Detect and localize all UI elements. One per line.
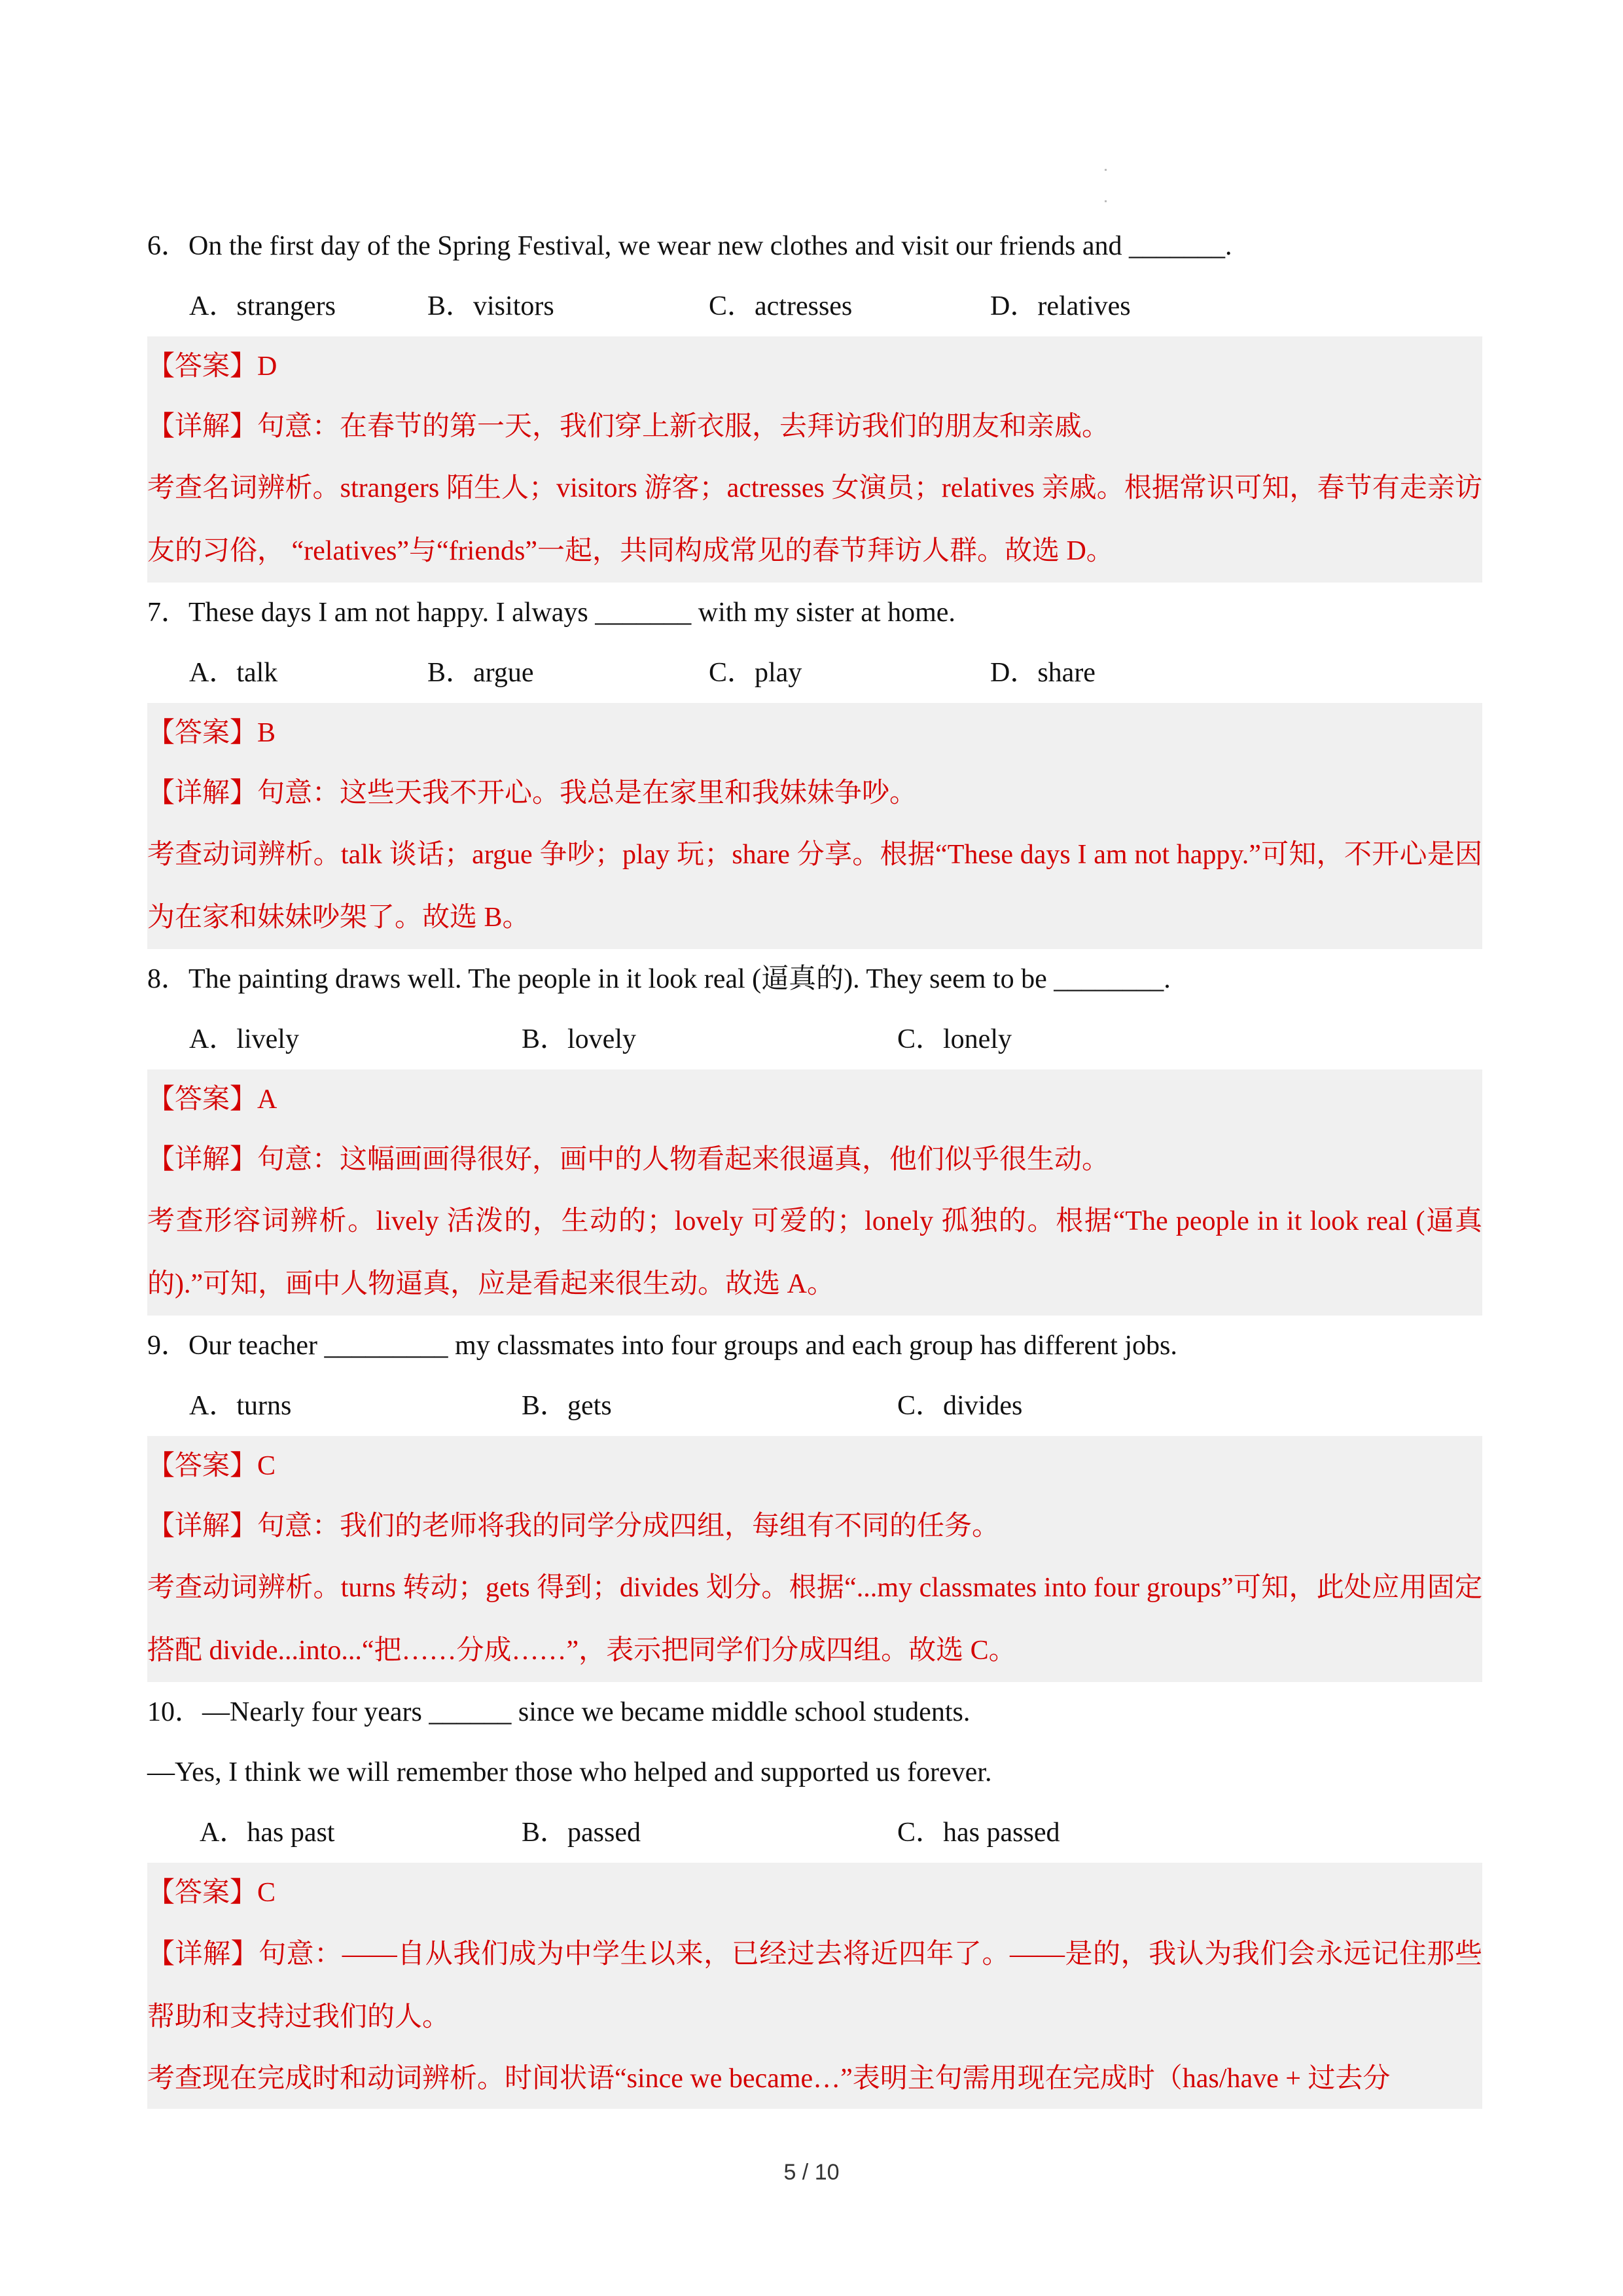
explanation-meaning: 【详解】句意：我们的老师将我的同学分成四组，每组有不同的任务。 [147, 1511, 1000, 1541]
question-stem-reply: —Yes, I think we will remember those who helped and supported us forever. [147, 1757, 992, 1787]
explanation-meaning: 【详解】句意：这幅画画得很好，画中的人物看起来很逼真，他们似乎很生动。 [147, 1145, 1110, 1175]
question-stem: 7．These days I am not happy. I always _______ with my sister at home. [147, 598, 955, 628]
option-c: C．has passed [897, 1818, 1060, 1848]
question-8 [147, 949, 1482, 1316]
scan-dot [1105, 200, 1107, 202]
question-stem: 8．The painting draws well. The people in it look real (逼真的). They seem to be ________. [147, 964, 1171, 994]
explanation-meaning: 【详解】句意：这些天我不开心。我总是在家里和我妹妹争吵。 [147, 778, 918, 808]
option-a: A．strangers [189, 291, 336, 321]
options-row [147, 1009, 1482, 1069]
answer-label: 【答案】A [147, 1085, 277, 1115]
question-7 [147, 583, 1482, 949]
options-row [147, 643, 1482, 703]
option-d: D．share [990, 658, 1096, 688]
document-body [147, 216, 1482, 2109]
scan-dot [1105, 169, 1107, 171]
answer-box [147, 1436, 1482, 1682]
answer-label: 【答案】C [147, 1451, 276, 1481]
explanation-meaning: 【详解】句意：——自从我们成为中学生以来，已经过去将近四年了。——是的，我认为我们会永远记住那些帮助和支持过我们的人。 [147, 1939, 1482, 2032]
option-a: A．turns [189, 1391, 292, 1421]
option-d: D．relatives [990, 291, 1131, 321]
options-row [147, 1376, 1482, 1436]
explanation-analysis: 考查动词辨析。talk 谈话；argue 争吵；play 玩；share 分享。根据“These days I am not happy.”可知，不开心是因为在家和妹妹吵架了。故选 B。 [147, 840, 1482, 933]
answer-label: 【答案】C [147, 1878, 276, 1908]
explanation-analysis: 考查形容词辨析。lively 活泼的，生动的；lovely 可爱的；lonely 孤独的。根据“The people in it look real (逼真的).”可知，画中人物逼真，应是看起来很生动。故选 A。 [147, 1206, 1482, 1299]
answer-box [147, 1863, 1482, 2109]
option-b: B．gets [522, 1391, 612, 1421]
option-b: B．argue [427, 658, 534, 688]
question-9 [147, 1316, 1482, 1682]
options-row [147, 1803, 1482, 1863]
option-c: C．play [709, 658, 802, 688]
explanation-meaning: 【详解】句意：在春节的第一天，我们穿上新衣服，去拜访我们的朋友和亲戚。 [147, 412, 1110, 442]
option-a: A．lively [189, 1024, 299, 1054]
option-c: C．actresses [709, 291, 853, 321]
options-row [147, 276, 1482, 336]
answer-label: 【答案】B [147, 718, 276, 748]
answer-box [147, 336, 1482, 583]
answer-box [147, 703, 1482, 949]
option-a: A．has past [200, 1818, 335, 1848]
question-stem: 9．Our teacher _________ my classmates into four groups and each group has different jobs. [147, 1331, 1177, 1361]
answer-box [147, 1069, 1482, 1316]
option-a: A．talk [189, 658, 278, 688]
question-6 [147, 216, 1482, 583]
question-stem: 10．—Nearly four years ______ since we became middle school students. [147, 1697, 971, 1727]
question-stem: 6．On the first day of the Spring Festival, we wear new clothes and visit our friends and _______. [147, 231, 1232, 261]
option-b: B．passed [522, 1818, 641, 1848]
option-b: B．lovely [522, 1024, 636, 1054]
explanation-analysis: 考查动词辨析。turns 转动；gets 得到；divides 划分。根据“...my classmates into four groups”可知，此处应用固定搭配 divide...into...“把……分成……”，表示把同学们分成四组。故选 C。 [147, 1573, 1482, 1666]
answer-label: 【答案】D [147, 351, 277, 382]
option-c: C．divides [897, 1391, 1023, 1421]
option-c: C．lonely [897, 1024, 1012, 1054]
question-10 [147, 1682, 1482, 2109]
option-b: B．visitors [427, 291, 554, 321]
explanation-analysis: 考查名词辨析。strangers 陌生人；visitors 游客；actresses 女演员；relatives 亲戚。根据常识可知，春节有走亲访友的习俗， “relatives”与“friends”一起，共同构成常见的春节拜访人群。故选 D。 [147, 473, 1482, 566]
page-number: 5 / 10 [783, 2160, 840, 2185]
explanation-analysis: 考查现在完成时和动词辨析。时间状语“since we became…”表明主句需用现在完成时（has/have + 过去分 [147, 2064, 1391, 2094]
